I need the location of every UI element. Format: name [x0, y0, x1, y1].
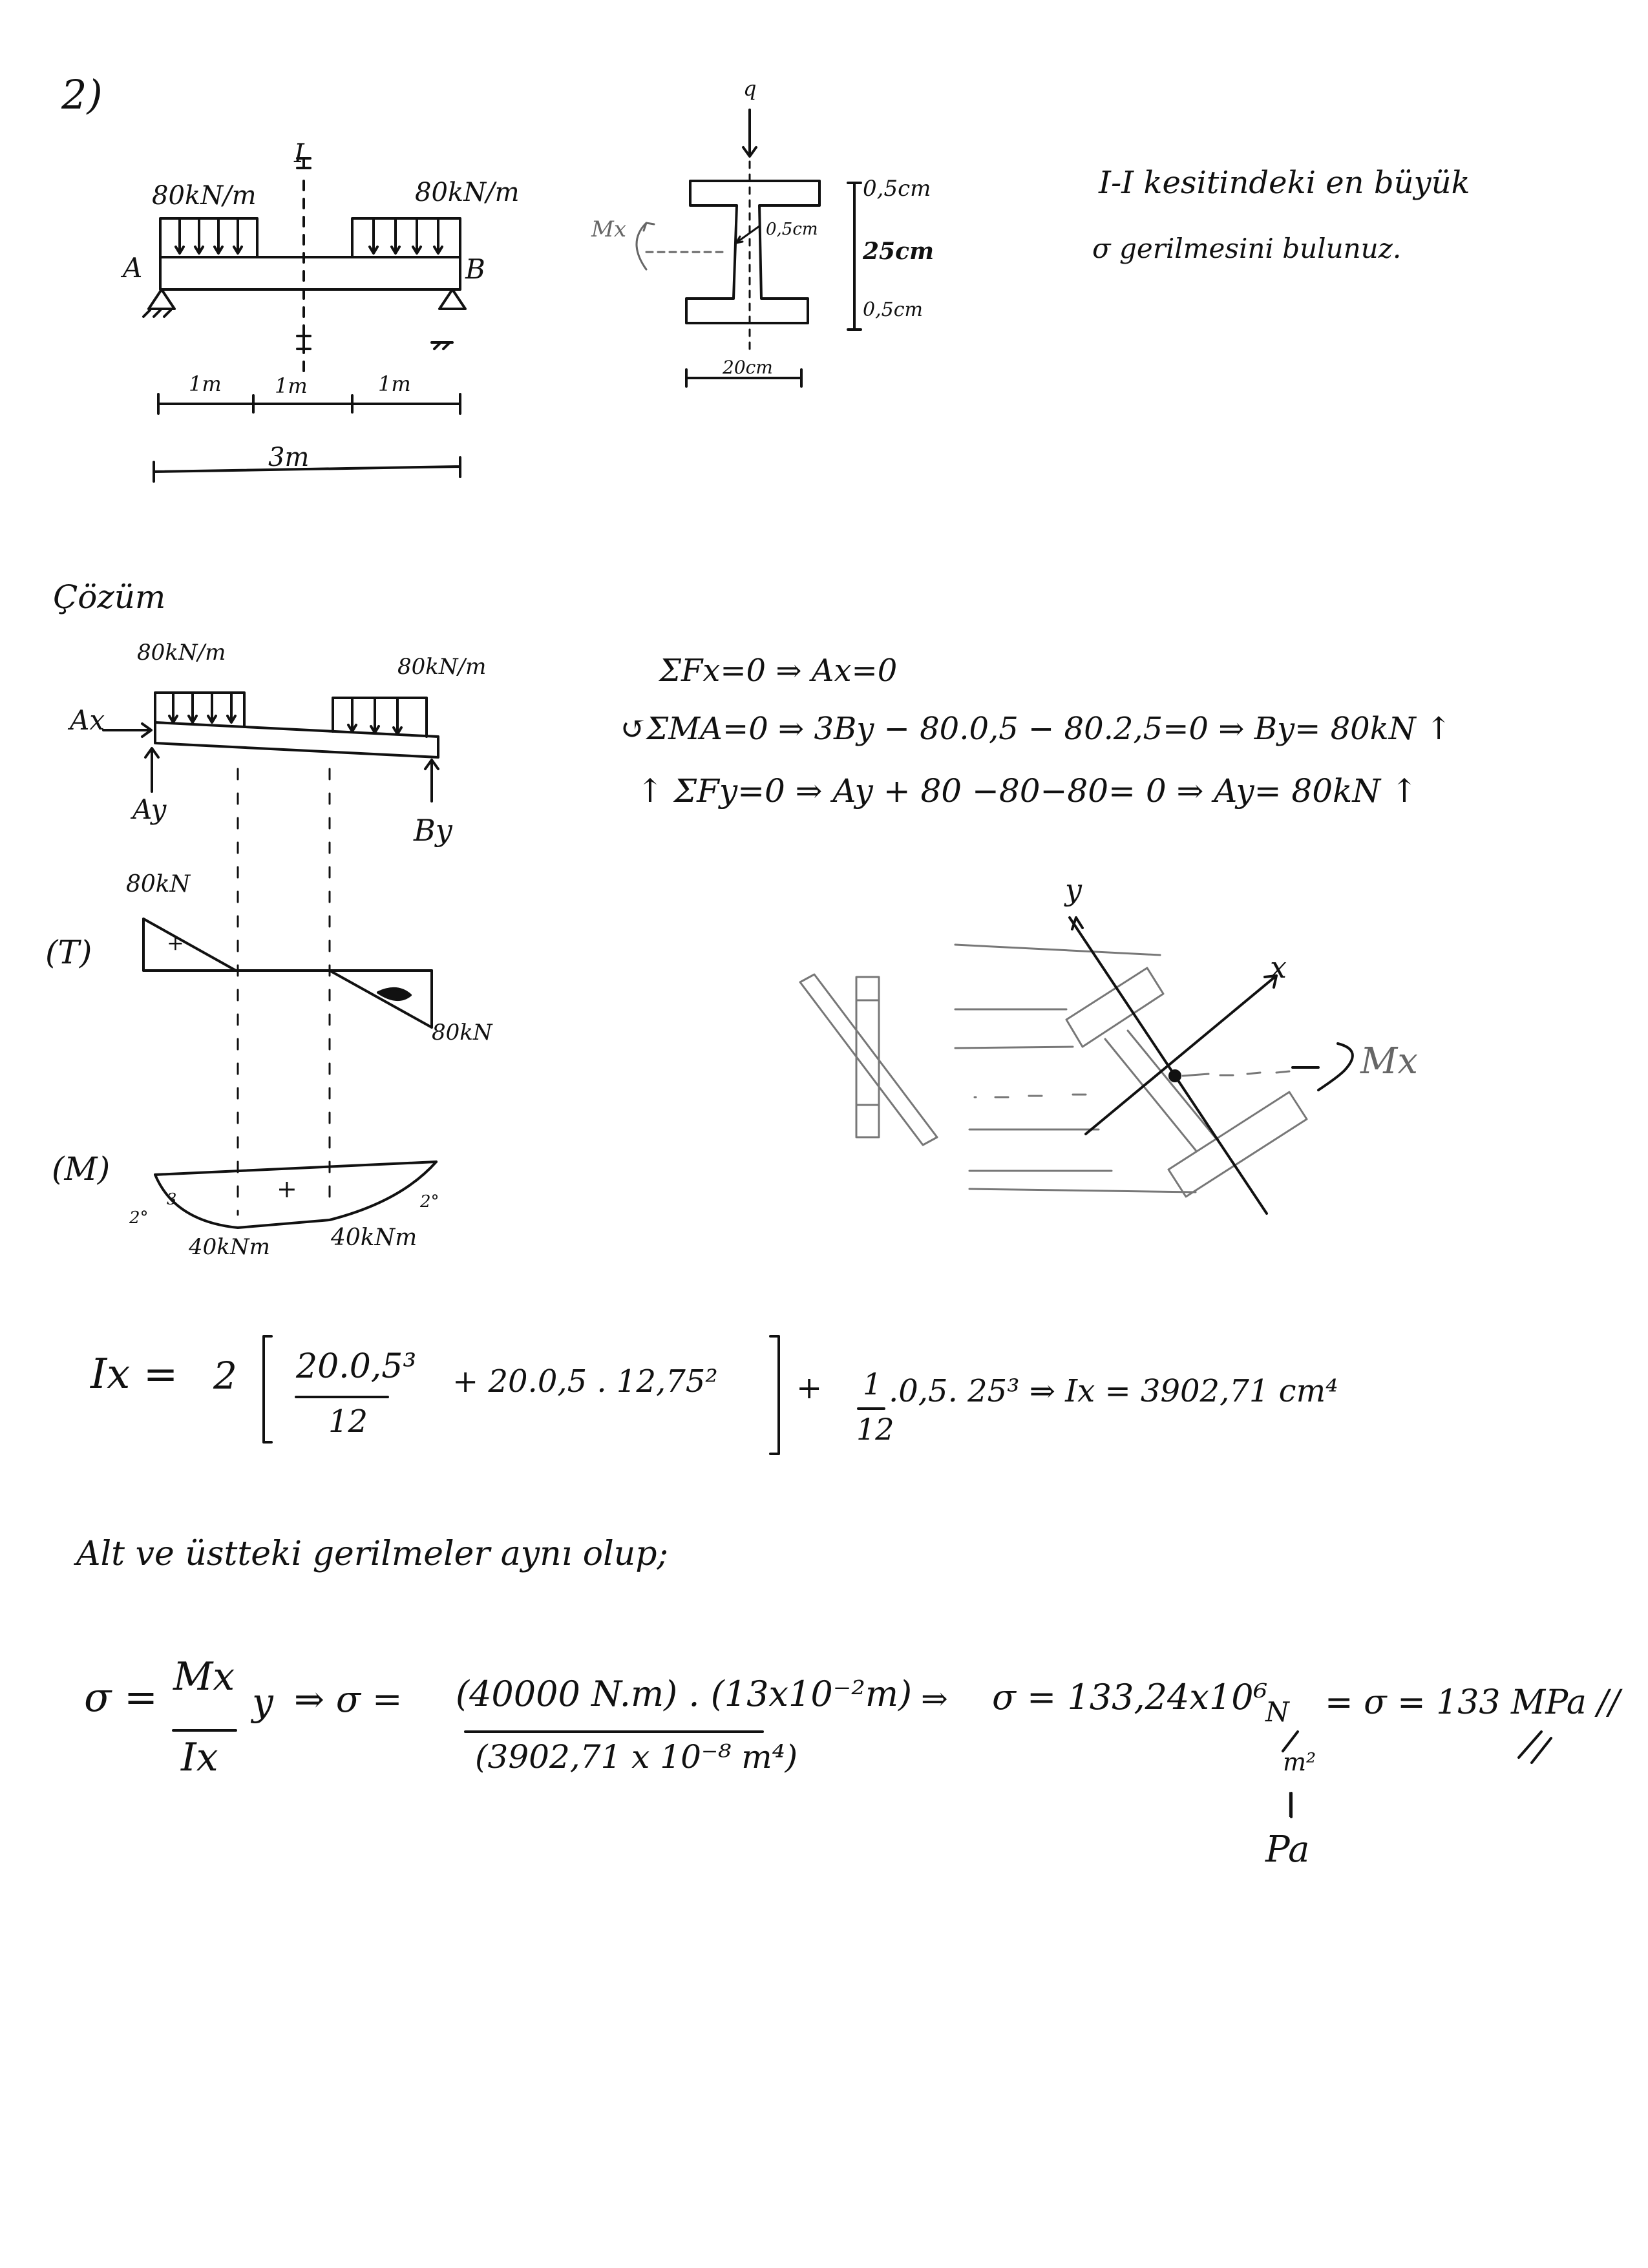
load-label-right: 80kN/m [415, 178, 520, 207]
question-line-2: σ gerilmesini bulunuz. [1092, 233, 1402, 264]
ix-term3: .0,5. 25³ ⇒ Ix = 3902,71 cm⁴ [889, 1373, 1338, 1409]
sketch-x-label: x [1270, 950, 1287, 985]
equation-1: ΣFx=0 ⇒ Ax=0 [659, 653, 898, 689]
load-q-label: q [743, 76, 757, 101]
shear-label: (T) [45, 934, 92, 971]
fbd-ay: Ay [132, 793, 167, 825]
ix-plus: + [796, 1370, 823, 1406]
fbd-ax: Ax [70, 704, 105, 736]
ix-frac1-num: 20.0,5³ [296, 1347, 417, 1386]
shear-diagram [143, 919, 432, 1027]
width-label: 20cm [723, 357, 773, 378]
ix-term2: + 20.0,5 . 12,75² [452, 1363, 718, 1400]
dim-1: 1m [189, 372, 222, 396]
bottom-flange-label: 0,5cm [863, 299, 923, 321]
shear-top-value: 80kN [126, 871, 191, 898]
section-label-top: I [294, 139, 304, 169]
fbd-by: By [414, 813, 452, 848]
sigma-final: = σ = 133 MPa // [1325, 1683, 1620, 1722]
ix-frac2-num: 1 [863, 1367, 882, 1402]
sigma-unit-m2: m² [1283, 1748, 1316, 1776]
ix-coef: 2 [213, 1354, 237, 1398]
i-section [637, 110, 861, 386]
mx-label-section: Mx [591, 216, 626, 242]
web-thickness-label: 0,5cm [766, 220, 818, 239]
sigma-arrow-1: ⇒ σ = [294, 1679, 403, 1721]
question-line-1: I-I kesitindeki en büyük [1099, 165, 1470, 201]
sketch-mx-label: Mx [1360, 1040, 1418, 1082]
ix-frac2-den: 12 [856, 1412, 894, 1447]
sigma-denominator: (3902,71 x 10⁻⁸ m⁴) [475, 1738, 798, 1776]
moment-label: (M) [52, 1150, 111, 1188]
sketch-y-label: y [1065, 872, 1082, 907]
height-label: 25cm [863, 238, 935, 265]
equation-2: ↺ΣMA=0 ⇒ 3By − 80.0,5 − 80.2,5=0 ⇒ By= 80kN ↑ [620, 711, 1452, 747]
dim-2: 1m [275, 373, 308, 398]
shear-bottom-value: 80kN [432, 1020, 492, 1045]
sigma-lhs: σ = [84, 1674, 158, 1721]
ix-frac1-den: 12 [328, 1403, 368, 1440]
load-label-left: 80kN/m [152, 181, 257, 211]
sigma-pa-bar: | [1286, 1789, 1294, 1817]
problem-number: 2) [61, 71, 103, 118]
support-b-label: B [465, 253, 485, 285]
sigma-pa: Pa [1265, 1829, 1310, 1871]
sigma-y: y [252, 1680, 273, 1724]
sigma-numerator: (40000 N.m) . (13x10⁻²m) [456, 1674, 913, 1714]
fbd-load-right: 80kN/m [397, 654, 487, 680]
moment-deg-left: 2° [129, 1208, 149, 1228]
fbd-load-left: 80kN/m [137, 640, 226, 666]
top-flange-label: 0,5cm [863, 176, 931, 202]
shear-sign: + [167, 930, 184, 955]
equation-3: ↑ ΣFy=0 ⇒ Ay + 80 −80−80= 0 ⇒ Ay= 80kN ↑ [637, 772, 1418, 810]
sigma-arrow-2: ⇒ [921, 1680, 948, 1717]
dim-3: 1m [378, 372, 411, 396]
solution-title: Çözüm [53, 578, 166, 616]
moment-deg-left-2: 3 [167, 1190, 177, 1208]
fbd-beam [103, 693, 438, 1215]
dim-total: 3m [268, 443, 310, 472]
moment-value-right: 40kNm [331, 1224, 417, 1251]
note-line: Alt ve üstteki gerilmeler aynı olup; [76, 1535, 669, 1573]
moment-value-left: 40kNm [189, 1234, 270, 1260]
ix-lhs: Ix = [90, 1350, 178, 1398]
sigma-formula-marks [173, 1730, 1551, 1817]
moment-deg-right: 2° [420, 1192, 439, 1212]
sigma-mx: Mx [173, 1654, 235, 1699]
sigma-result: σ = 133,24x10⁶ [992, 1677, 1268, 1717]
sigma-unit-n: N [1265, 1696, 1289, 1728]
sigma-ix: Ix [181, 1735, 218, 1780]
moment-sign: + [277, 1175, 297, 1203]
support-a-label: A [123, 252, 143, 284]
